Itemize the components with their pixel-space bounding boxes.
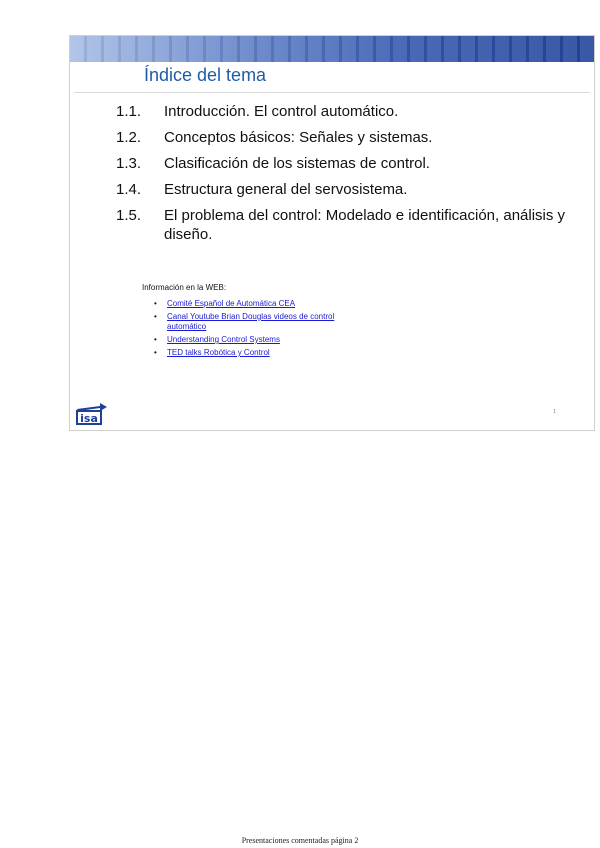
- bullet-icon: •: [154, 312, 157, 321]
- link-youtube-brian-douglas[interactable]: Canal Youtube Brian Douglas videos de control automático: [167, 312, 335, 331]
- web-links-list: [154, 299, 374, 361]
- link-ted-talks[interactable]: TED talks Robótica y Control: [167, 348, 270, 357]
- item-text: Conceptos básicos: Señales y sistemas.: [164, 129, 433, 146]
- slide: [69, 35, 595, 431]
- slide-page-number: 1: [553, 409, 556, 415]
- item-text: Introducción. El control automático.: [164, 103, 399, 120]
- list-item: [116, 180, 576, 199]
- item-number: 1.5.: [116, 207, 142, 224]
- page-footer: Presentaciones comentadas página 2: [241, 836, 359, 845]
- web-info-label: Información en la WEB:: [142, 283, 227, 292]
- item-number: 1.1.: [116, 103, 142, 120]
- bullet-icon: •: [154, 299, 157, 308]
- link-understanding-control[interactable]: Understanding Control Systems: [167, 335, 280, 344]
- title-divider: [74, 92, 590, 93]
- item-number: 1.3.: [116, 155, 142, 172]
- item-text: Estructura general del servosistema.: [164, 181, 408, 198]
- slide-title: Índice del tema: [144, 65, 267, 85]
- slide-header-banner: [70, 36, 594, 62]
- topic-index-list: [116, 102, 576, 251]
- bullet-icon: •: [154, 348, 157, 357]
- link-cea[interactable]: Comité Español de Automática CEA: [167, 299, 296, 308]
- isa-logo-icon: [74, 402, 108, 426]
- list-item: [154, 335, 374, 345]
- logo-text: isa: [80, 412, 98, 425]
- list-item: [154, 312, 374, 332]
- item-number: 1.4.: [116, 181, 142, 198]
- item-number: 1.2.: [116, 129, 142, 146]
- list-item: [116, 128, 576, 147]
- list-item: [116, 154, 576, 173]
- list-item: [154, 348, 374, 358]
- list-item: [116, 206, 576, 244]
- list-item: [154, 299, 374, 309]
- list-item: [116, 102, 576, 121]
- item-text: El problema del control: Modelado e identificación, análisis y diseño.: [164, 207, 566, 243]
- item-text: Clasificación de los sistemas de control.: [164, 155, 430, 172]
- bullet-icon: •: [154, 335, 157, 344]
